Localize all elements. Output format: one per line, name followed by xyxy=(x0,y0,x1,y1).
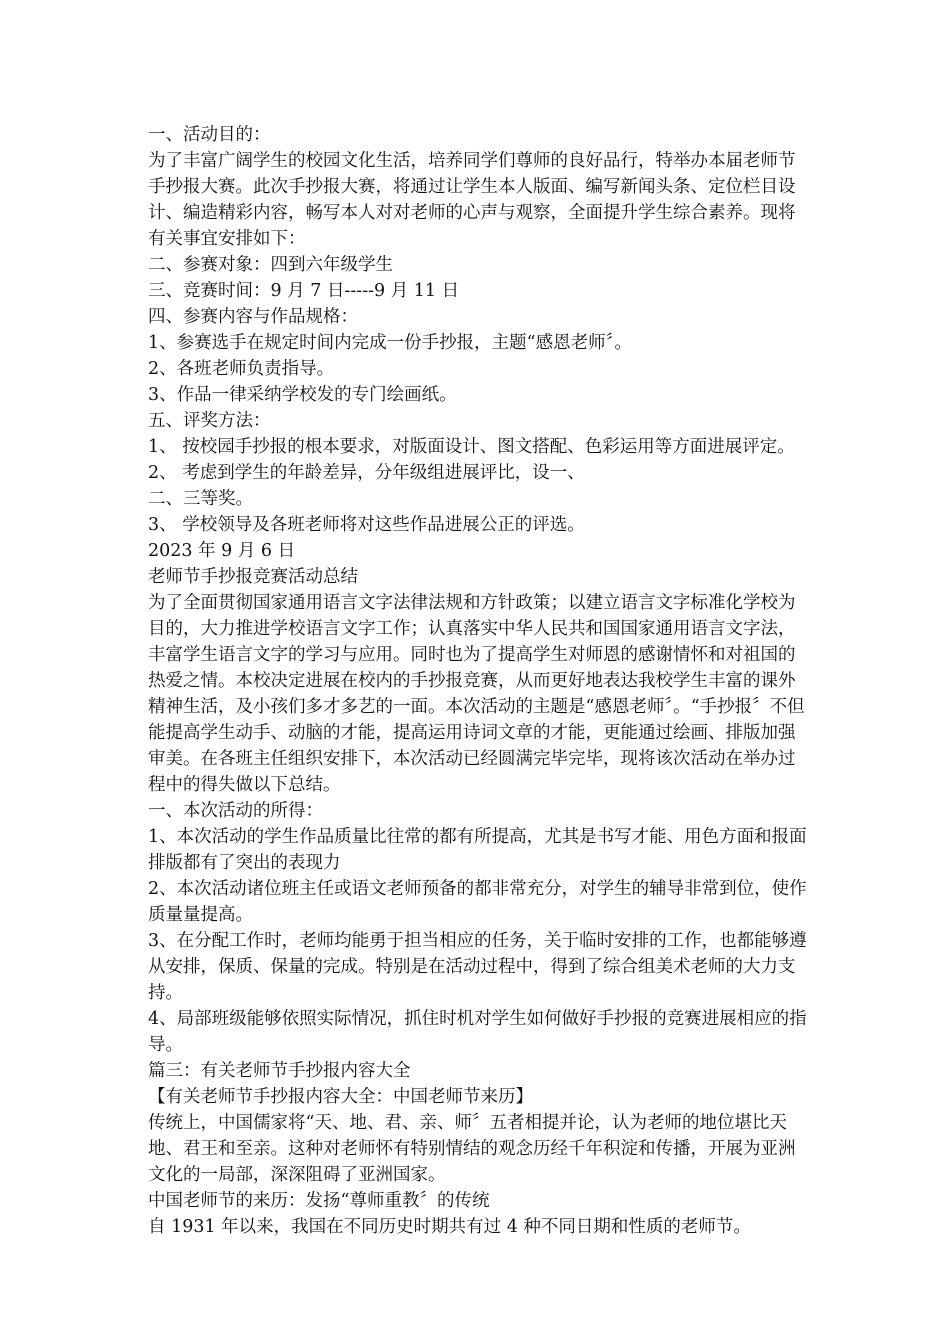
date-line: 2023 年 9 月 6 日 xyxy=(148,541,296,561)
list-item: 4、局部班级能够依照实际情况，抓住时机对学生如何做好手抄报的竞赛进展相应的指导。 xyxy=(148,1009,807,1055)
section-heading-content-spec: 四、参赛内容与作品规格： xyxy=(148,307,358,327)
list-item: 2、各班老师负责指导。 xyxy=(148,359,335,379)
paragraph-summary: 为了全面贯彻国家通用语言文字法律法规和方针政策；以建立语言文字标准化学校为目的，大力推进学校语言文字工作；认真落实中华人民共和国国家通用语言文字法，丰富学生语言文字的学习与应用。同时也为了提高学生对师恩的感谢情怀和对祖国的热爱之情。本校决定进展在校内的手抄报竞赛，从而更好地表达我校学生丰富的课外精神生活，及小孩们多才多艺的一面。本次活动的主题是“感恩老师〞。“手抄报〞不但能提高学生动手、动脑的才能，提高运用诗词文章的才能，更能通过绘画、排版加强审美。在各班主任组织安排下，本次活动已经圆满完毕完毕，现将该次活动在举办过程中的得失做以下总结。 xyxy=(148,593,805,795)
paragraph-tradition: 传统上，中国儒家将“天、地、君、亲、师〞五者相提并论，认为老师的地位堪比天地、君王和至亲。这种对老师怀有特别情结的观念历经千年积淀和传播，开展为亚洲文化的一局部，深深阻碍了亚洲国家。 xyxy=(148,1113,796,1185)
list-item: 1、参赛选手在规定时间内完成一份手抄报，主题“感恩老师〞。 xyxy=(148,333,632,353)
summary-title: 老师节手抄报竞赛活动总结 xyxy=(148,567,358,587)
subheading-origin: 中国老师节的来历：发扬“尊师重教〞的传统 xyxy=(148,1191,490,1211)
section-heading-participants: 二、参赛对象：四到六年级学生 xyxy=(148,255,393,275)
list-item: 3、 学校领导及各班老师将对这些作品进展公正的评选。 xyxy=(148,515,585,535)
bracket-heading: 【有关老师节手抄报内容大全：中国老师节来历】 xyxy=(148,1087,533,1107)
chapter-heading: 篇三：有关老师节手抄报内容大全 xyxy=(148,1061,411,1081)
list-item: 2、 考虑到学生的年龄差异，分年级组进展评比，设一、 xyxy=(148,463,585,483)
section-heading-gains: 一、本次活动的所得： xyxy=(148,801,323,821)
list-item: 1、本次活动的学生作品质量比往常的都有所提高，尤其是书写才能、用色方面和报面排版都有了突出的表现力 xyxy=(148,827,807,873)
list-item-continuation: 二、三等奖。 xyxy=(148,489,253,509)
paragraph-purpose: 为了丰富广阔学生的校园文化生活，培养同学们尊师的良好品行，特举办本届老师节手抄报大赛。此次手抄报大赛，将通过让学生本人版面、编写新闻头条、定位栏目设计、编造精彩内容，畅写本人对对老师的心声与观察，全面提升学生综合素养。现将有关事宜安排如下： xyxy=(148,151,796,249)
section-heading-purpose: 一、活动目的： xyxy=(148,125,271,145)
paragraph-history: 自 1931 年以来，我国在不同历史时期共有过 4 种不同日期和性质的老师节。 xyxy=(148,1217,751,1237)
list-item: 3、在分配工作时，老师均能勇于担当相应的任务，关于临时安排的工作，也都能够遵从安排，保质、保量的完成。特别是在活动过程中，得到了综合组美术老师的大力支持。 xyxy=(148,931,807,1003)
section-heading-time: 三、竞赛时间：9 月 7 日-----9 月 11 日 xyxy=(148,281,460,301)
list-item: 2、本次活动诸位班主任或语文老师预备的都非常充分，对学生的辅导非常到位，使作质量量提高。 xyxy=(148,879,807,925)
list-item: 1、 按校园手抄报的根本要求，对版面设计、图文搭配、色彩运用等方面进展评定。 xyxy=(148,437,795,457)
section-heading-award-method: 五、评奖方法： xyxy=(148,411,271,431)
document-body xyxy=(148,122,808,1240)
list-item: 3、作品一律采纳学校发的专门绘画纸。 xyxy=(148,385,457,405)
